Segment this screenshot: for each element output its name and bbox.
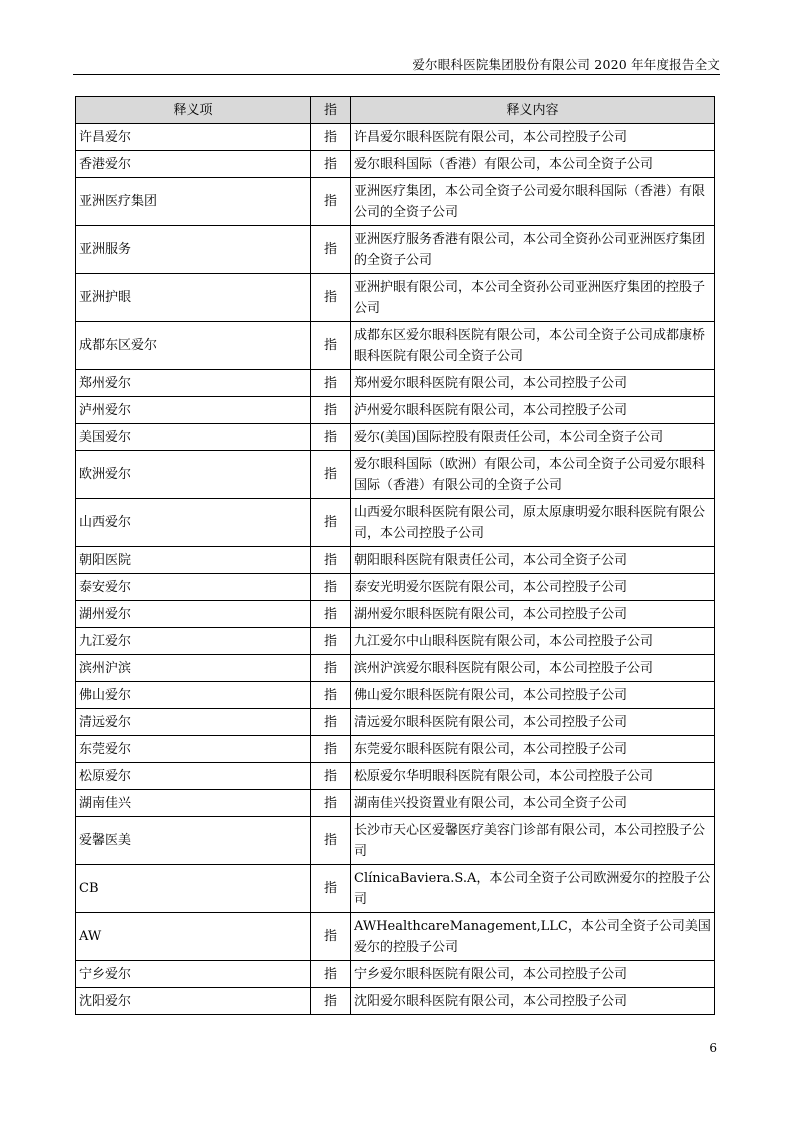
row-description: 山西爱尔眼科医院有限公司，原太原康明爱尔眼科医院有限公司，本公司控股子公司 [351, 499, 715, 547]
row-zhi: 指 [311, 574, 351, 601]
row-term: 成都东区爱尔 [76, 322, 311, 370]
row-zhi: 指 [311, 790, 351, 817]
row-description: 佛山爱尔眼科医院有限公司，本公司控股子公司 [351, 682, 715, 709]
table-row [76, 913, 715, 961]
row-term: 东莞爱尔 [76, 736, 311, 763]
row-description: 泰安光明爱尔医院有限公司，本公司控股子公司 [351, 574, 715, 601]
table-row [76, 322, 715, 370]
table-row [76, 370, 715, 397]
row-zhi: 指 [311, 124, 351, 151]
report-header-title: 爱尔眼科医院集团股份有限公司 2020 年年度报告全文 [412, 57, 720, 72]
row-description: ClínicaBaviera.S.A，本公司全资子公司欧洲爱尔的控股子公司 [351, 865, 715, 913]
row-description: 亚洲医疗集团，本公司全资子公司爱尔眼科国际（香港）有限公司的全资子公司 [351, 178, 715, 226]
row-zhi: 指 [311, 601, 351, 628]
row-term: 亚洲护眼 [76, 274, 311, 322]
table-row [76, 274, 715, 322]
row-zhi: 指 [311, 226, 351, 274]
row-term: 山西爱尔 [76, 499, 311, 547]
row-term: 美国爱尔 [76, 424, 311, 451]
table-row [76, 961, 715, 988]
table-row [76, 601, 715, 628]
row-description: 成都东区爱尔眼科医院有限公司，本公司全资子公司成都康桥眼科医院有限公司全资子公司 [351, 322, 715, 370]
row-description: 亚洲医疗服务香港有限公司，本公司全资孙公司亚洲医疗集团的全资子公司 [351, 226, 715, 274]
row-term: 亚洲服务 [76, 226, 311, 274]
row-description: 宁乡爱尔眼科医院有限公司，本公司控股子公司 [351, 961, 715, 988]
table-body [76, 124, 715, 1015]
table-row [76, 547, 715, 574]
row-zhi: 指 [311, 397, 351, 424]
row-description: 长沙市天心区爱馨医疗美容门诊部有限公司，本公司控股子公司 [351, 817, 715, 865]
header-zhi: 指 [311, 97, 351, 124]
row-description: 亚洲护眼有限公司，本公司全资孙公司亚洲医疗集团的控股子公司 [351, 274, 715, 322]
row-term: CB [76, 865, 311, 913]
table-header-row [76, 97, 715, 124]
table-row [76, 424, 715, 451]
table-row [76, 655, 715, 682]
row-description: 东莞爱尔眼科医院有限公司，本公司控股子公司 [351, 736, 715, 763]
header-divider [73, 74, 720, 75]
row-zhi: 指 [311, 865, 351, 913]
table-row [76, 151, 715, 178]
row-zhi: 指 [311, 151, 351, 178]
table-row [76, 451, 715, 499]
table-row [76, 178, 715, 226]
row-term: 宁乡爱尔 [76, 961, 311, 988]
row-term: 滨州沪滨 [76, 655, 311, 682]
table-row [76, 790, 715, 817]
row-description: 清远爱尔眼科医院有限公司，本公司控股子公司 [351, 709, 715, 736]
row-zhi: 指 [311, 817, 351, 865]
row-term: 郑州爱尔 [76, 370, 311, 397]
row-term: 泰安爱尔 [76, 574, 311, 601]
row-term: 泸州爱尔 [76, 397, 311, 424]
row-description: 爱尔眼科国际（欧洲）有限公司，本公司全资子公司爱尔眼科国际（香港）有限公司的全资子公司 [351, 451, 715, 499]
row-term: 欧洲爱尔 [76, 451, 311, 499]
row-zhi: 指 [311, 322, 351, 370]
table-row [76, 682, 715, 709]
row-term: 松原爱尔 [76, 763, 311, 790]
row-zhi: 指 [311, 178, 351, 226]
row-term: 香港爱尔 [76, 151, 311, 178]
row-description: 许昌爱尔眼科医院有限公司，本公司控股子公司 [351, 124, 715, 151]
header-description: 释义内容 [351, 97, 715, 124]
row-term: 湖州爱尔 [76, 601, 311, 628]
row-zhi: 指 [311, 370, 351, 397]
row-zhi: 指 [311, 709, 351, 736]
row-description: 沈阳爱尔眼科医院有限公司，本公司控股子公司 [351, 988, 715, 1015]
table-row [76, 763, 715, 790]
row-zhi: 指 [311, 961, 351, 988]
row-description: 爱尔眼科国际（香港）有限公司，本公司全资子公司 [351, 151, 715, 178]
row-description: 湖南佳兴投资置业有限公司，本公司全资子公司 [351, 790, 715, 817]
table-row [76, 499, 715, 547]
row-zhi: 指 [311, 628, 351, 655]
page-number: 6 [709, 1041, 717, 1055]
table-row [76, 865, 715, 913]
row-term: 九江爱尔 [76, 628, 311, 655]
row-zhi: 指 [311, 499, 351, 547]
table-row [76, 709, 715, 736]
row-description: 湖州爱尔眼科医院有限公司，本公司控股子公司 [351, 601, 715, 628]
row-description: 爱尔(美国)国际控股有限责任公司，本公司全资子公司 [351, 424, 715, 451]
row-term: 沈阳爱尔 [76, 988, 311, 1015]
row-zhi: 指 [311, 424, 351, 451]
row-description: 松原爱尔华明眼科医院有限公司，本公司控股子公司 [351, 763, 715, 790]
row-zhi: 指 [311, 655, 351, 682]
row-zhi: 指 [311, 736, 351, 763]
row-description: 九江爱尔中山眼科医院有限公司，本公司控股子公司 [351, 628, 715, 655]
row-zhi: 指 [311, 451, 351, 499]
definitions-table [75, 96, 715, 1015]
table-row [76, 397, 715, 424]
row-term: AW [76, 913, 311, 961]
row-term: 爱馨医美 [76, 817, 311, 865]
table-row [76, 736, 715, 763]
row-zhi: 指 [311, 547, 351, 574]
header-term: 释义项 [76, 97, 311, 124]
row-description: 郑州爱尔眼科医院有限公司，本公司控股子公司 [351, 370, 715, 397]
table-row [76, 574, 715, 601]
table-row [76, 628, 715, 655]
row-description: 朝阳眼科医院有限责任公司，本公司全资子公司 [351, 547, 715, 574]
table-row [76, 817, 715, 865]
row-term: 湖南佳兴 [76, 790, 311, 817]
table-row [76, 124, 715, 151]
table-row [76, 988, 715, 1015]
row-description: AWHealthcareManagement,LLC，本公司全资子公司美国爱尔的控股子公司 [351, 913, 715, 961]
row-term: 清远爱尔 [76, 709, 311, 736]
row-zhi: 指 [311, 274, 351, 322]
row-term: 佛山爱尔 [76, 682, 311, 709]
row-term: 亚洲医疗集团 [76, 178, 311, 226]
row-term: 许昌爱尔 [76, 124, 311, 151]
row-zhi: 指 [311, 682, 351, 709]
row-zhi: 指 [311, 763, 351, 790]
row-zhi: 指 [311, 913, 351, 961]
row-term: 朝阳医院 [76, 547, 311, 574]
row-description: 泸州爱尔眼科医院有限公司，本公司控股子公司 [351, 397, 715, 424]
table-row [76, 226, 715, 274]
row-description: 滨州沪滨爱尔眼科医院有限公司，本公司控股子公司 [351, 655, 715, 682]
row-zhi: 指 [311, 988, 351, 1015]
